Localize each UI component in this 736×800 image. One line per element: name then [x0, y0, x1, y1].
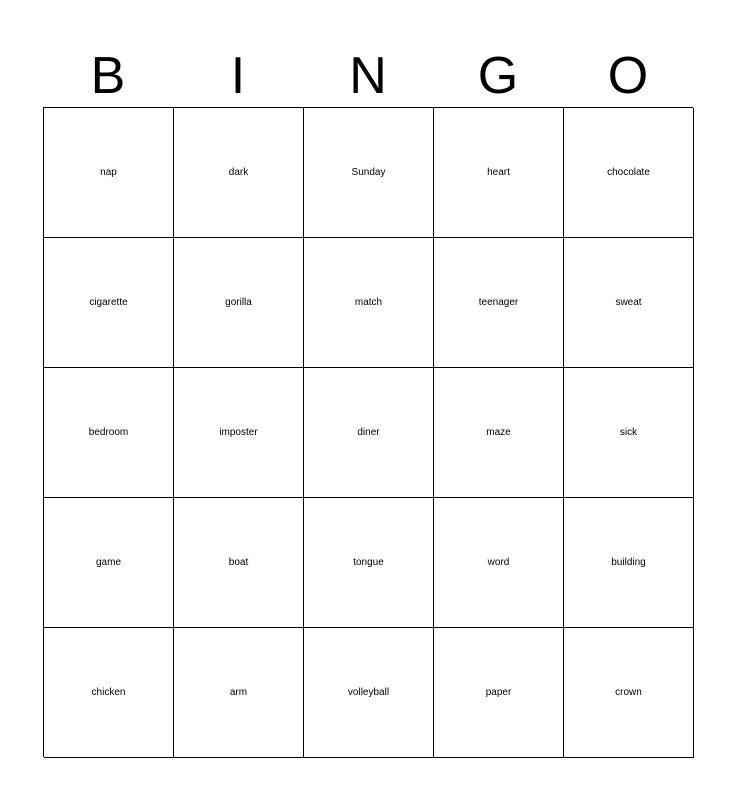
bingo-cell-r1-c3[interactable]: teenager	[434, 238, 564, 368]
bingo-cell-r2-c3[interactable]: maze	[434, 368, 564, 498]
header-letter-b: B	[90, 47, 126, 105]
bingo-cell-r4-c0[interactable]: chicken	[44, 628, 174, 758]
header-letter-o: O	[607, 47, 649, 105]
bingo-cell-r2-c0[interactable]: bedroom	[44, 368, 174, 498]
bingo-header	[43, 44, 693, 108]
bingo-cell-r1-c2[interactable]: match	[304, 238, 434, 368]
bingo-cell-r1-c1[interactable]: gorilla	[174, 238, 304, 368]
bingo-cell-r4-c1[interactable]: arm	[174, 628, 304, 758]
bingo-cell-r2-c4[interactable]: sick	[564, 368, 694, 498]
bingo-cell-r3-c1[interactable]: boat	[174, 498, 304, 628]
bingo-cell-r0-c4[interactable]: chocolate	[564, 108, 694, 238]
bingo-cell-r0-c2[interactable]: Sunday	[304, 108, 434, 238]
bingo-cell-r4-c2[interactable]: volleyball	[304, 628, 434, 758]
bingo-cell-r0-c0[interactable]: nap	[44, 108, 174, 238]
bingo-cell-r0-c3[interactable]: heart	[434, 108, 564, 238]
header-letter-g: G	[477, 47, 519, 105]
bingo-cell-r2-c1[interactable]: imposter	[174, 368, 304, 498]
bingo-cell-r1-c4[interactable]: sweat	[564, 238, 694, 368]
bingo-cell-r3-c3[interactable]: word	[434, 498, 564, 628]
header-letter-i: I	[230, 47, 246, 105]
bingo-cell-r1-c0[interactable]: cigarette	[44, 238, 174, 368]
bingo-cell-r4-c4[interactable]: crown	[564, 628, 694, 758]
bingo-cell-r4-c3[interactable]: paper	[434, 628, 564, 758]
bingo-cell-r2-c2[interactable]: diner	[304, 368, 434, 498]
bingo-cell-r3-c2[interactable]: tongue	[304, 498, 434, 628]
header-letter-n: N	[349, 47, 387, 105]
bingo-cell-r3-c0[interactable]: game	[44, 498, 174, 628]
bingo-card-grid	[43, 107, 693, 757]
bingo-cell-r0-c1[interactable]: dark	[174, 108, 304, 238]
bingo-cell-r3-c4[interactable]: building	[564, 498, 694, 628]
